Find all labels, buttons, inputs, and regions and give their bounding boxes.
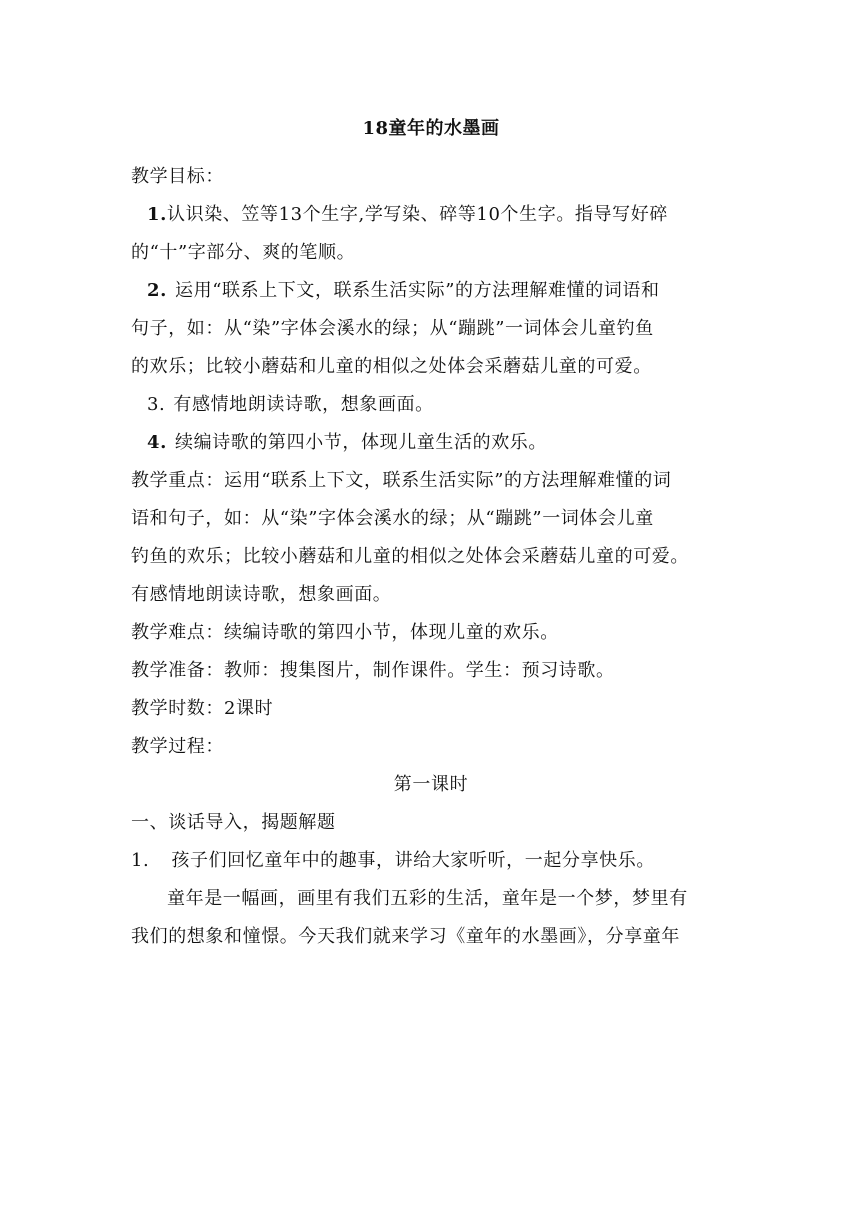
objective-3-line-1 — [131, 386, 731, 424]
paragraph-line-1: 童年是一幅画，画里有我们五彩的生活，童年是一个梦，梦里有 — [167, 888, 688, 909]
section-1-heading: 一、谈话导入，揭题解题 — [131, 812, 336, 833]
objective-2-line-1 — [131, 272, 731, 310]
objective-2-number: 2. — [147, 280, 167, 301]
objectives-heading: 教学目标： — [131, 166, 224, 187]
step-1-number: 1. — [131, 850, 150, 871]
objective-1-line-1 — [131, 196, 731, 234]
objective-1-text: 认识染、笠等13个生字,学写染、碎等10个生字。指导写好碎 — [167, 204, 668, 225]
objective-2-line-2: 句子，如：从“染”字体会溪水的绿；从“蹦跳”一词体会儿童钓鱼 — [131, 318, 654, 339]
document-page — [131, 112, 731, 956]
difficulty-line: 教学难点：续编诗歌的第四小节，体现儿童的欢乐。 — [131, 622, 559, 643]
key-points-line-1: 教学重点：运用“联系上下文，联系生活实际”的方法理解难懂的词 — [131, 470, 672, 491]
key-points-line-3: 钓鱼的欢乐；比较小蘑菇和儿童的相似之处体会采蘑菇儿童的可爱。 — [131, 546, 689, 567]
preparation-line: 教学准备：教师：搜集图片，制作课件。学生：预习诗歌。 — [131, 660, 615, 681]
step-1-text: 孩子们回忆童年中的趣事，讲给大家听听，一起分享快乐。 — [171, 850, 655, 871]
objective-4-number: 4. — [147, 432, 167, 453]
key-points-line-4: 有感情地朗读诗歌，想象画面。 — [131, 584, 392, 605]
hours-line: 教学时数：2课时 — [131, 698, 274, 719]
objective-4-line-1 — [131, 424, 731, 462]
key-points-line-2: 语和句子，如：从“染”字体会溪水的绿；从“蹦跳”一词体会儿童 — [131, 508, 654, 529]
objective-4-text: 续编诗歌的第四小节，体现儿童生活的欢乐。 — [175, 432, 547, 453]
document-title: 18童年的水墨画 — [362, 118, 500, 139]
lesson-heading: 第一课时 — [393, 774, 469, 795]
objective-2-line-3: 的欢乐；比较小蘑菇和儿童的相似之处体会采蘑菇儿童的可爱。 — [131, 356, 652, 377]
objective-3-text: 有感情地朗读诗歌，想象画面。 — [173, 394, 434, 415]
objective-2-text: 运用“联系上下文，联系生活实际”的方法理解难懂的词语和 — [175, 280, 660, 301]
objective-1-line-2: 的“十”字部分、爽的笔顺。 — [131, 242, 356, 263]
step-1-line — [131, 842, 731, 880]
process-heading: 教学过程： — [131, 736, 224, 757]
objective-1-number: 1. — [147, 204, 167, 225]
objective-3-number: 3. — [147, 394, 166, 415]
paragraph-line-2: 我们的想象和憧憬。今天我们就来学习《童年的水墨画》，分享童年 — [131, 926, 680, 947]
